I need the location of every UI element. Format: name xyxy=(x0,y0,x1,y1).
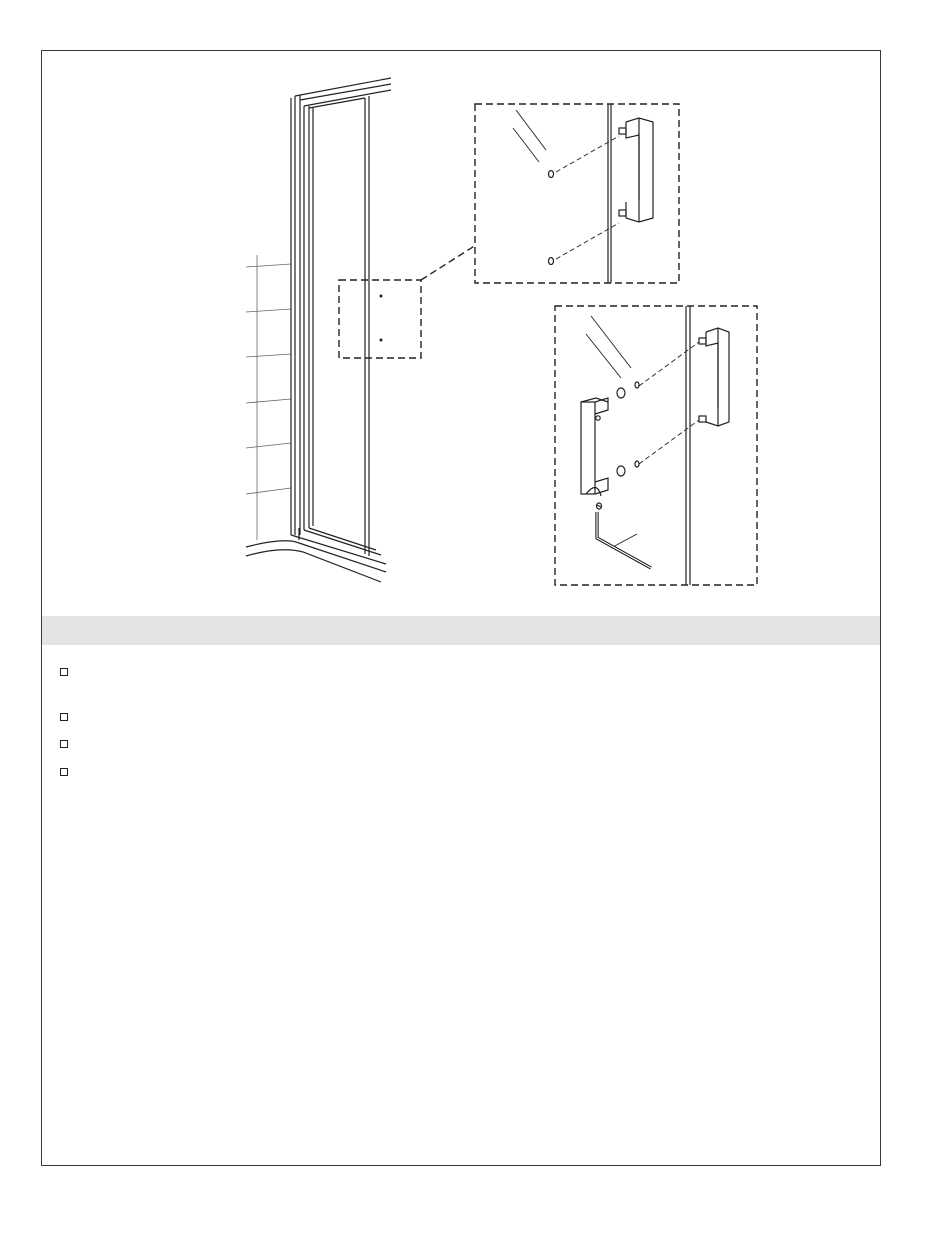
checkbox[interactable] xyxy=(60,740,68,748)
screw-icon xyxy=(597,503,602,509)
checklist-item xyxy=(60,740,78,748)
detail-view-1 xyxy=(475,104,679,283)
handle-icon xyxy=(619,118,653,222)
section-header xyxy=(42,616,880,645)
handle-icon xyxy=(699,328,729,426)
checkbox[interactable] xyxy=(60,768,68,776)
checklist-item xyxy=(60,768,78,776)
checklist-item xyxy=(60,668,78,676)
detail-view-2 xyxy=(555,306,757,585)
door-frame-icon xyxy=(246,78,476,582)
checkbox[interactable] xyxy=(60,713,68,721)
checkbox[interactable] xyxy=(60,668,68,676)
hex-key-icon xyxy=(597,512,651,568)
installation-illustration xyxy=(41,50,881,616)
checklist-item xyxy=(60,713,78,721)
handle-icon xyxy=(581,398,608,496)
